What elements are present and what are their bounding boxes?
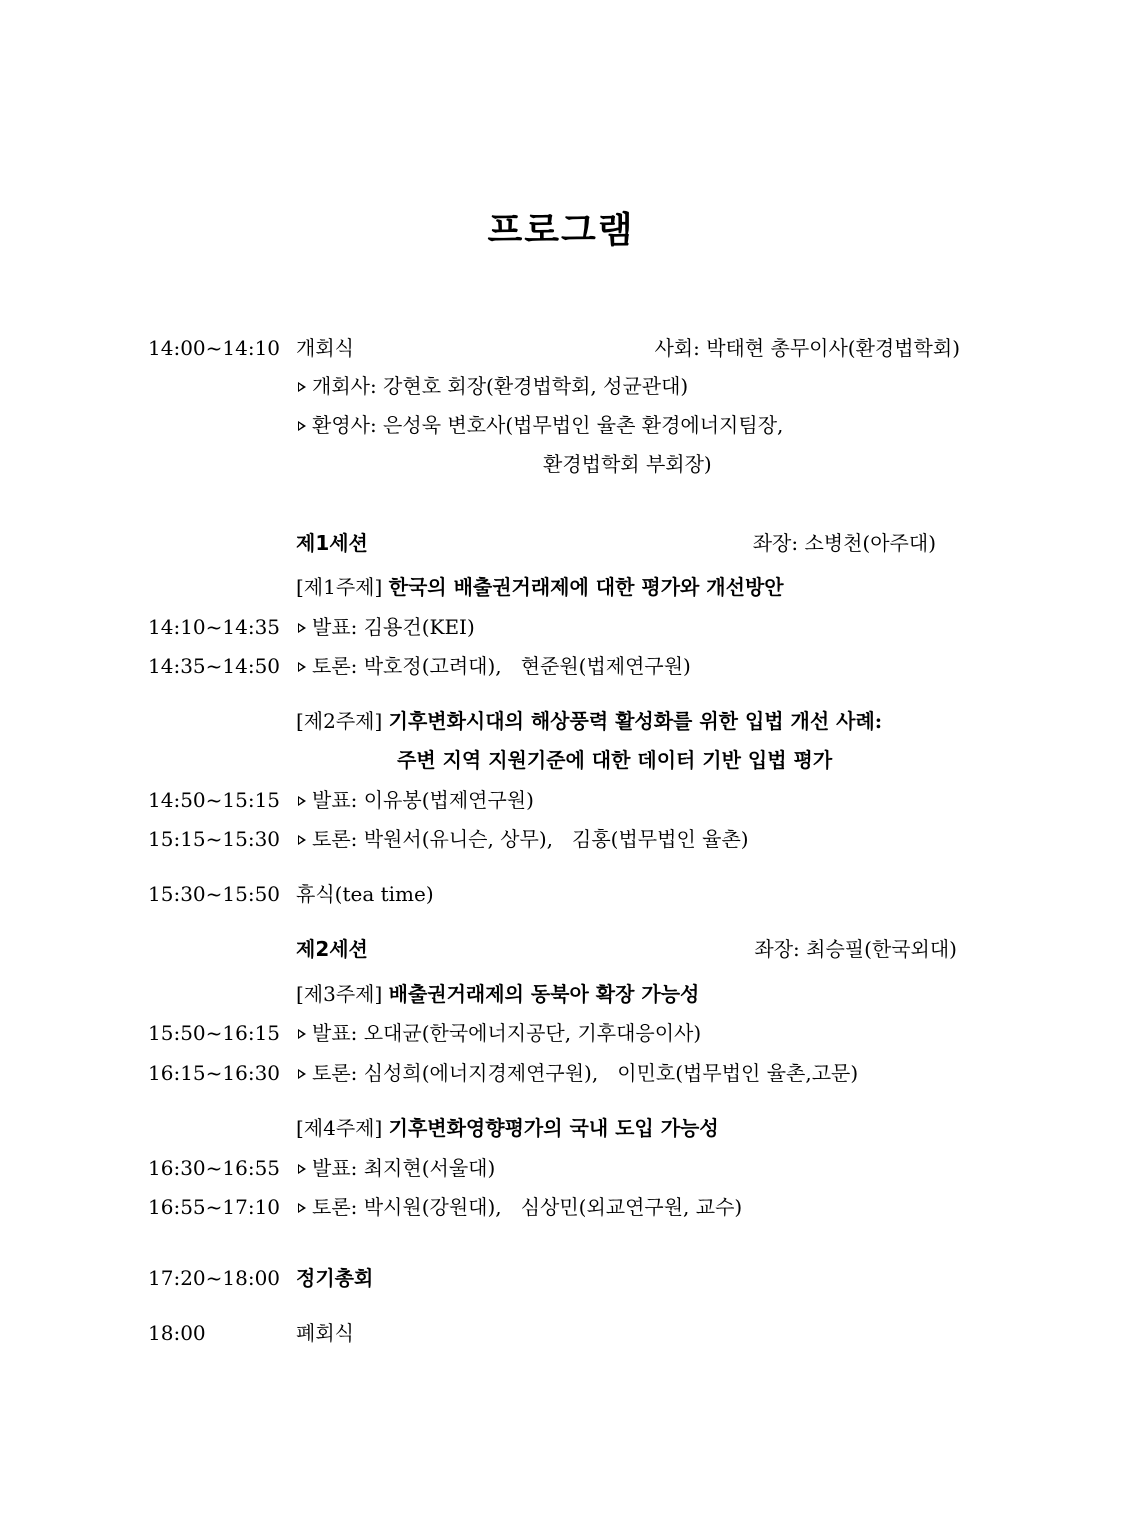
- closing-time: 18:00: [148, 1321, 206, 1345]
- topic-heading: [296, 575, 784, 599]
- row-text: 발표: 이유봉(법제연구원): [312, 788, 534, 812]
- session2-chair: 좌장: 최승필(한국외대): [754, 937, 957, 961]
- opening-item-continuation: 환경법학회 부회장): [543, 452, 712, 476]
- triangle-bullet-icon: [298, 1029, 306, 1039]
- triangle-bullet-icon: [298, 1164, 306, 1174]
- row-item: [298, 654, 691, 678]
- row-text: 토론: 심성희(에너지경제연구원), 이민호(법무법인 율촌,고문): [312, 1061, 859, 1085]
- triangle-bullet-icon: [298, 1203, 306, 1213]
- session1-chair: 좌장: 소병천(아주대): [752, 531, 936, 555]
- row-item: [298, 1061, 858, 1085]
- topic-tag: [제1주제]: [296, 575, 383, 599]
- row-time: 15:15~15:30: [148, 827, 281, 851]
- session1-title: 제1세션: [296, 531, 368, 555]
- break-label: 휴식(tea time): [296, 882, 434, 906]
- closing-label: 폐회식: [296, 1321, 354, 1345]
- triangle-bullet-icon: [298, 623, 306, 633]
- row-time: 16:30~16:55: [148, 1156, 281, 1180]
- row-item: [298, 615, 475, 639]
- topic-heading: [296, 1116, 719, 1140]
- row-text: 토론: 박원서(유니슨, 상무), 김홍(법무법인 율촌): [312, 827, 749, 851]
- opening-item: [298, 413, 783, 437]
- topic-title: 한국의 배출권거래제에 대한 평가와 개선방안: [388, 575, 784, 599]
- topic-heading: [296, 709, 882, 733]
- topic-heading: [296, 982, 699, 1006]
- triangle-bullet-icon: [298, 662, 306, 672]
- row-item: [298, 1021, 701, 1045]
- triangle-bullet-icon: [298, 382, 306, 392]
- triangle-bullet-icon: [298, 1069, 306, 1079]
- row-item: [298, 827, 749, 851]
- session2-title: 제2세션: [296, 937, 368, 961]
- row-text: 발표: 오대균(한국에너지공단, 기후대응이사): [312, 1021, 702, 1045]
- row-text: 토론: 박호정(고려대), 현준원(법제연구원): [312, 654, 691, 678]
- triangle-bullet-icon: [298, 796, 306, 806]
- opening-moderator: 사회: 박태현 총무이사(환경법학회): [654, 336, 960, 360]
- opening-label: 개회식: [296, 336, 354, 360]
- row-time: 14:50~15:15: [148, 788, 281, 812]
- row-item: [298, 1195, 742, 1219]
- row-time: 14:35~14:50: [148, 654, 281, 678]
- row-text: 발표: 최지현(서울대): [312, 1156, 496, 1180]
- row-time: 16:15~16:30: [148, 1061, 281, 1085]
- row-text: 발표: 김용건(KEI): [312, 615, 475, 639]
- general-meeting-time: 17:20~18:00: [148, 1266, 281, 1290]
- row-time: 16:55~17:10: [148, 1195, 281, 1219]
- opening-time: 14:00~14:10: [148, 336, 281, 360]
- topic-tag: [제4주제]: [296, 1116, 383, 1140]
- topic-tag: [제2주제]: [296, 709, 383, 733]
- triangle-bullet-icon: [298, 421, 306, 431]
- row-time: 14:10~14:35: [148, 615, 281, 639]
- row-text: 토론: 박시원(강원대), 심상민(외교연구원, 교수): [312, 1195, 743, 1219]
- break-time: 15:30~15:50: [148, 882, 281, 906]
- opening-item-text: 개회사: 강현호 회장(환경법학회, 성균관대): [312, 374, 689, 398]
- row-item: [298, 1156, 495, 1180]
- topic-title: 배출권거래제의 동북아 확장 가능성: [388, 982, 700, 1006]
- topic-tag: [제3주제]: [296, 982, 383, 1006]
- row-time: 15:50~16:15: [148, 1021, 281, 1045]
- topic-title-line2: 주변 지역 지원기준에 대한 데이터 기반 입법 평가: [397, 748, 833, 772]
- general-meeting-label: 정기총회: [296, 1266, 374, 1290]
- opening-item-text: 환영사: 은성욱 변호사(법무법인 율촌 환경에너지팀장,: [312, 413, 784, 437]
- topic-title: 기후변화시대의 해상풍력 활성화를 위한 입법 개선 사례:: [388, 709, 883, 733]
- opening-item: [298, 374, 688, 398]
- triangle-bullet-icon: [298, 835, 306, 845]
- page-title: 프로그램: [487, 210, 635, 251]
- topic-title: 기후변화영향평가의 국내 도입 가능성: [388, 1116, 719, 1140]
- row-item: [298, 788, 534, 812]
